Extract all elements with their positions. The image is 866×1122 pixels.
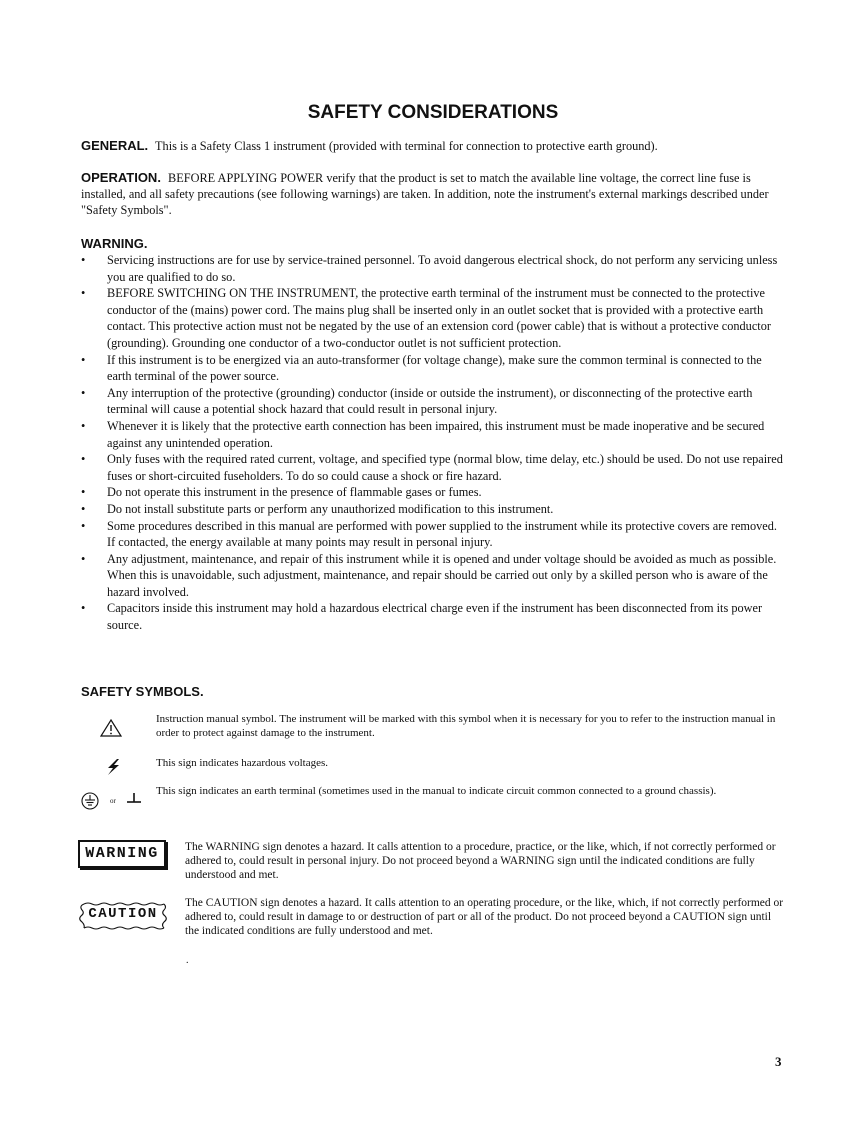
warning-list bbox=[81, 252, 786, 634]
hazardous-voltage-lightning-icon bbox=[104, 758, 122, 780]
caution-sign-text: The CAUTION sign denotes a hazard. It calls attention to an operating procedure, or the like, which, if not correctly performed or adhered to, could result in damage to or destruction of part or all of the product. Do not proceed beyond a CAUTION sign until the indicated conditions are fully understood and met. bbox=[185, 897, 784, 938]
list-item: • Whenever it is likely that the protective earth connection has been impaired, this instrument must be made inoperative and be secured against any unintended operation. bbox=[81, 418, 765, 450]
caution-sign-label: CAUTION bbox=[88, 906, 158, 922]
earth-or-label: or bbox=[110, 797, 116, 805]
earth-terminal-text: This sign indicates an earth terminal (sometimes used in the manual to indicate circuit common connected to a ground chassis). bbox=[156, 785, 717, 797]
list-item: • Only fuses with the required rated current, voltage, and specified type (normal blow, time delay, etc.) should be used. Do not use repaired fuses or short-circuited fuseholders. To do so could cause a shock or fire hazard. bbox=[81, 452, 783, 483]
list-item: • Servicing instructions are for use by service-trained personnel. To avoid dangerous electrical shock, do not perform any servicing unless you are qualified to do so. bbox=[81, 253, 778, 284]
general-paragraph bbox=[81, 138, 786, 154]
list-item: • Do not operate this instrument in the presence of flammable gases or fumes. bbox=[81, 485, 482, 500]
general-text: This is a Safety Class 1 instrument (provided with terminal for connection to protective earth ground). bbox=[155, 139, 658, 153]
earth-terminal-row bbox=[75, 784, 786, 814]
operation-paragraph bbox=[81, 170, 786, 218]
earth-terminal-icon bbox=[80, 791, 100, 815]
list-item: • BEFORE SWITCHING ON THE INSTRUMENT, the protective earth terminal of the instrument must be connected to the protective conductor of the (mains) power cord. The mains plug shall be inserted only in an outlet socket that is provided with a protective earth contact. This protective action must not be negated by the use of an extension cord (power cable) that is without a protective conductor (grounding). Grounding one conductor of a two-conductor outlet is not sufficient protection. bbox=[81, 286, 771, 350]
warning-sign-text: The WARNING sign denotes a hazard. It calls attention to a procedure, practice, or the like, which, if not correctly performed or adhered to, could result in personal injury. Do not proceed beyond a WARNING sign until the indicated conditions are fully understood and met. bbox=[185, 841, 776, 882]
page-title: SAFETY CONSIDERATIONS bbox=[307, 102, 559, 123]
caution-sign-row bbox=[78, 896, 786, 942]
list-item: • Do not install substitute parts or perform any unauthorized modification to this instrument. bbox=[81, 501, 554, 516]
chassis-ground-icon bbox=[125, 790, 143, 812]
safety-symbols-heading: SAFETY SYMBOLS. bbox=[81, 684, 204, 699]
list-item: • Any interruption of the protective (grounding) conductor (inside or outside the instrument), or disconnecting of the protective earth terminal will cause a potential shock hazard that could result in personal injury. bbox=[81, 385, 753, 417]
warning-sign-box: WARNING bbox=[78, 840, 166, 868]
hazardous-voltage-text: This sign indicates hazardous voltages. bbox=[156, 757, 328, 769]
operation-text: BEFORE APPLYING POWER verify that the product is set to match the available line voltage, the correct line fuse is installed, and all safety precautions (see following warnings) are taken. In addition, note the instrument's external markings described under "Safety Symbols". bbox=[81, 171, 769, 217]
operation-heading: OPERATION. bbox=[81, 170, 161, 185]
instruction-manual-text: Instruction manual symbol. The instrument will be marked with this symbol when it is necessary for you to refer to the instruction manual in order to protect against damage to the instrument. bbox=[156, 713, 776, 739]
list-item: • If this instrument is to be energized via an auto-transformer (for voltage change), make sure the common terminal is connected to the earth terminal of the power source. bbox=[81, 352, 762, 384]
stray-mark: . bbox=[186, 955, 189, 966]
general-heading: GENERAL. bbox=[81, 138, 149, 153]
caution-sign-box bbox=[78, 902, 168, 930]
instruction-manual-row bbox=[75, 712, 786, 744]
warning-heading: WARNING. bbox=[81, 236, 148, 251]
warning-sign-row bbox=[78, 840, 786, 886]
list-item: • Any adjustment, maintenance, and repair of this instrument while it is opened and under voltage should be avoided as much as possible. When this is unavoidable, such adjustment, maintenance, and repair should be carried out only by a skilled person who is aware of the hazard involved. bbox=[81, 551, 777, 599]
page-number: 3 bbox=[775, 1054, 782, 1069]
hazardous-voltage-row bbox=[75, 756, 786, 778]
list-item: • Capacitors inside this instrument may hold a hazardous electrical charge even if the instrument has been disconnected from its power source. bbox=[81, 601, 763, 633]
instruction-manual-triangle-icon bbox=[99, 718, 123, 742]
list-item: • Some procedures described in this manual are performed with power supplied to the instrument while its protective covers are removed. If contacted, the energy available at many points may result in personal injury. bbox=[81, 518, 777, 550]
